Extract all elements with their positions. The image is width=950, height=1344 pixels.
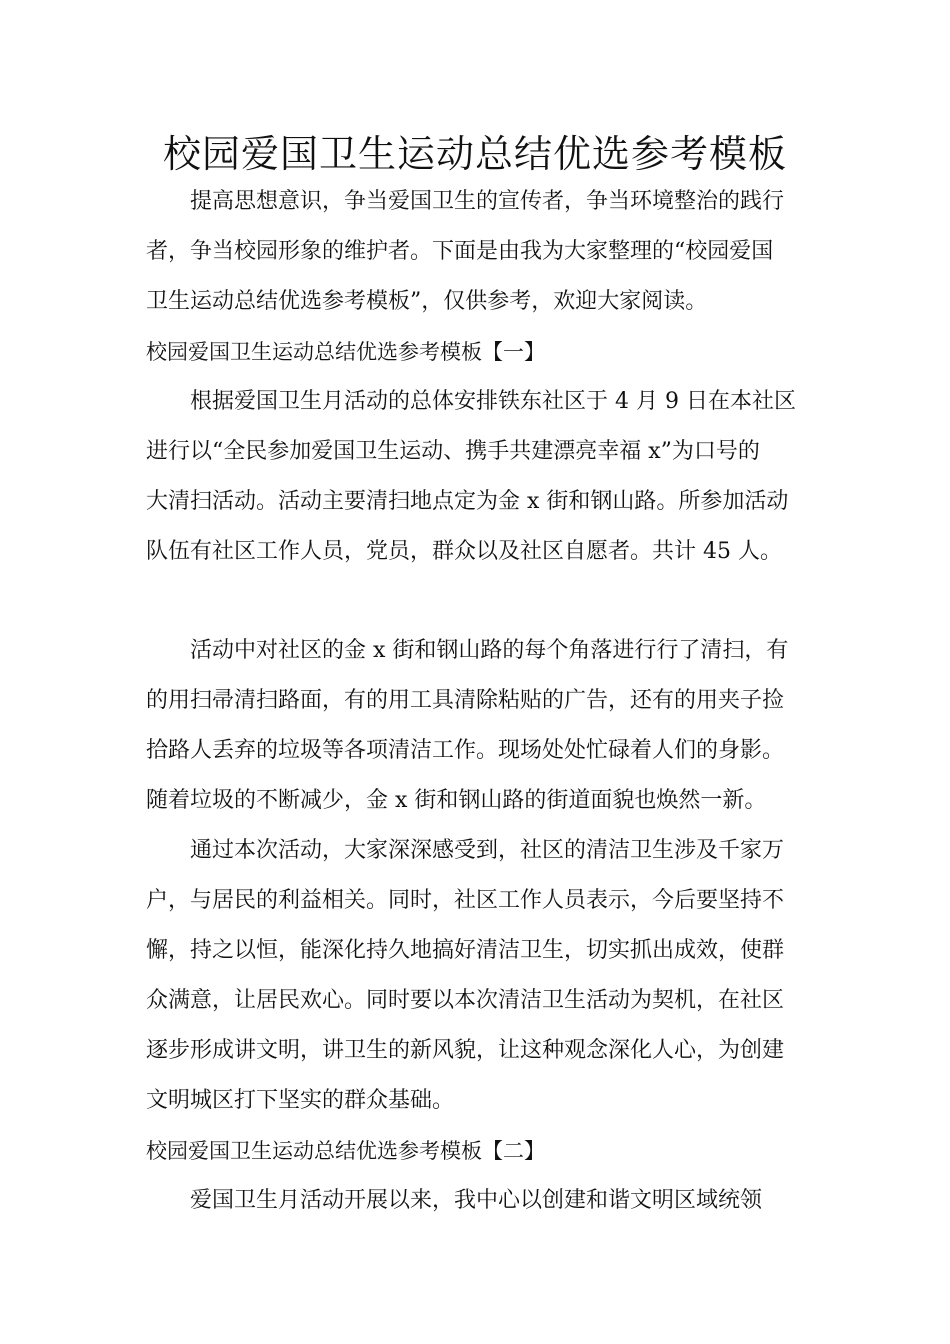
paragraph-line: 逐步形成讲文明，讲卫生的新风貌，让这种观念深化人心，为创建: [146, 1038, 785, 1063]
paragraph-line: 的用扫帚清扫路面，有的用工具清除粘贴的广告，还有的用夹子捡: [146, 688, 785, 713]
paragraph-line: 爱国卫生月活动开展以来，我中心以创建和谐文明区域统领: [190, 1188, 763, 1213]
paragraph-line: 通过本次活动，大家深深感受到，社区的清洁卫生涉及千家万: [190, 838, 785, 863]
intro-line-3: 卫生运动总结优选参考模板”，仅供参考，欢迎大家阅读。: [146, 289, 708, 314]
paragraph-line: 文明城区打下坚实的群众基础。: [146, 1088, 455, 1113]
paragraph-line: 进行以“全民参加爱国卫生运动、携手共建漂亮幸福 x”为口号的: [146, 439, 760, 464]
document-title: 校园爱国卫生运动总结优选参考模板: [162, 132, 787, 176]
paragraph-line: 根据爱国卫生月活动的总体安排铁东社区于 4 月 9 日在本社区: [190, 389, 796, 414]
paragraph-line: 随着垃圾的不断减少，金 x 街和钢山路的街道面貌也焕然一新。: [146, 788, 767, 813]
section-heading-two: 校园爱国卫生运动总结优选参考模板【二】: [146, 1139, 545, 1163]
intro-line-1: 提高思想意识，争当爱国卫生的宣传者，争当环境整治的践行: [190, 189, 785, 214]
paragraph-line: 拾路人丢弃的垃圾等各项清洁工作。现场处处忙碌着人们的身影。: [146, 738, 785, 763]
paragraph-line: 懈，持之以恒，能深化持久地搞好清洁卫生，切实抓出成效，使群: [146, 938, 785, 963]
intro-line-2: 者，争当校园形象的维护者。下面是由我为大家整理的“校园爱国: [146, 239, 774, 264]
paragraph-line: 活动中对社区的金 x 街和钢山路的每个角落进行行了清扫，有: [190, 638, 789, 663]
paragraph-line: 户，与居民的利益相关。同时，社区工作人员表示，今后要坚持不: [146, 888, 785, 913]
paragraph-line: 大清扫活动。活动主要清扫地点定为金 x 街和钢山路。所参加活动: [146, 489, 789, 514]
section-heading-one: 校园爱国卫生运动总结优选参考模板【一】: [146, 340, 545, 364]
paragraph-line: 众满意，让居民欢心。同时要以本次清洁卫生活动为契机，在社区: [146, 988, 785, 1013]
paragraph-line: 队伍有社区工作人员，党员，群众以及社区自愿者。共计 45 人。: [146, 539, 782, 564]
